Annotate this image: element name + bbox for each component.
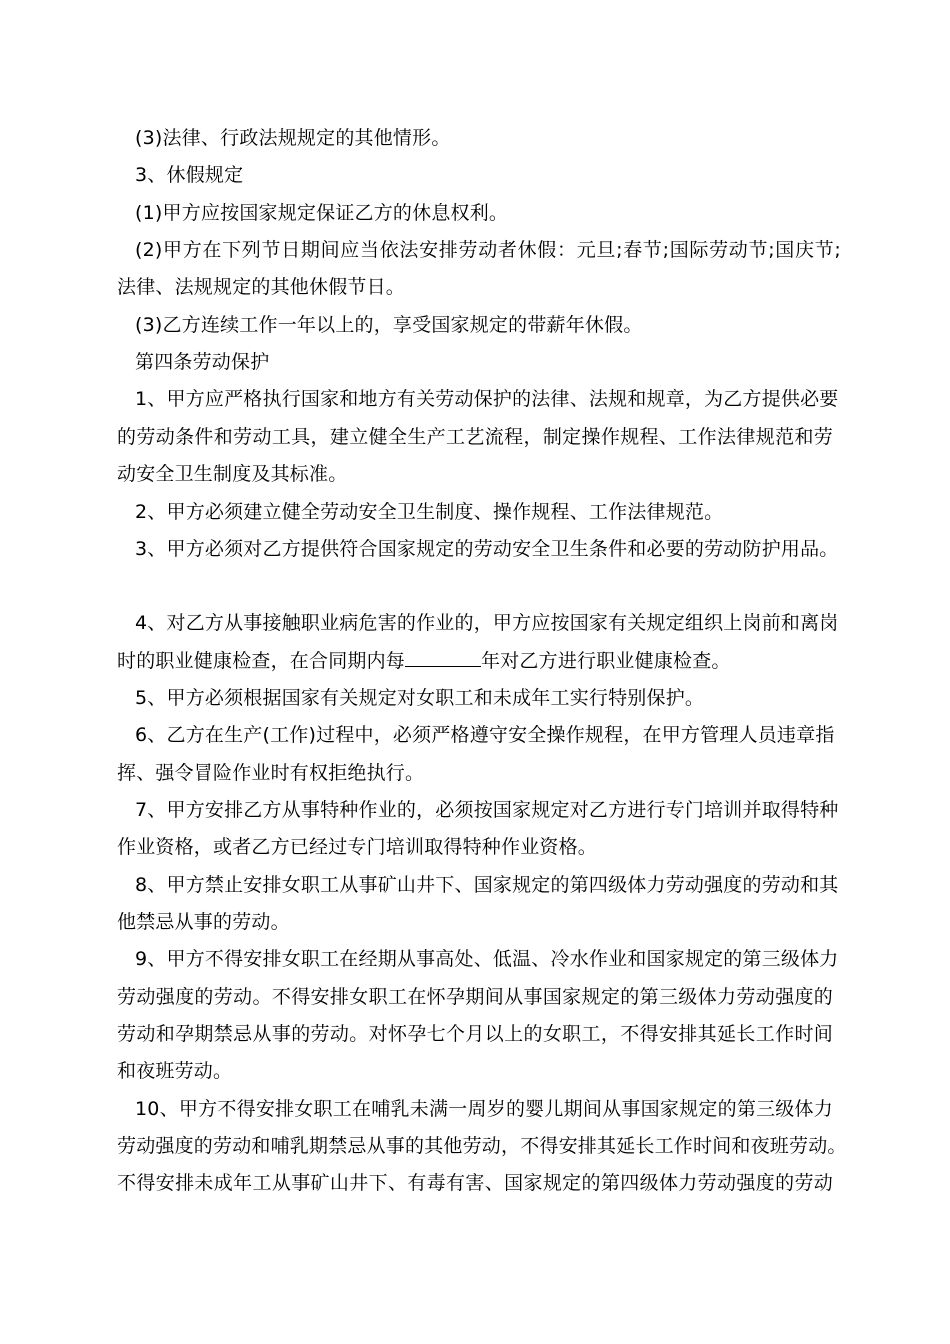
fill-in-blank xyxy=(405,648,481,667)
text-segment: 时的职业健康检查，在合同期内每 xyxy=(117,650,406,672)
paragraph-line: 他禁忌从事的劳动。 xyxy=(117,911,290,933)
paragraph-line: 10、甲方不得安排女职工在哺乳未满一周岁的婴儿期间从事国家规定的第三级体力 xyxy=(135,1098,833,1120)
section-heading: 3、休假规定 xyxy=(135,164,244,186)
paragraph-line: 挥、强令冒险作业时有权拒绝执行。 xyxy=(117,762,425,784)
paragraph-line: 7、甲方安排乙方从事特种作业的，必须按国家规定对乙方进行专门培训并取得特种 xyxy=(135,799,839,821)
article-heading: 第四条劳动保护 xyxy=(135,351,270,373)
paragraph-line: 法律、法规规定的其他休假节日。 xyxy=(117,276,406,298)
paragraph-line: 劳动强度的劳动。不得安排女职工在怀孕期间从事国家规定的第三级体力劳动强度的 xyxy=(117,986,833,1008)
paragraph-line: 动安全卫生制度及其标准。 xyxy=(117,463,348,485)
paragraph-line: 劳动强度的劳动和哺乳期禁忌从事的其他劳动，不得安排其延长工作时间和夜班劳动。 xyxy=(117,1135,847,1157)
paragraph-line: (3)法律、行政法规规定的其他情形。 xyxy=(135,127,451,149)
paragraph-line: 4、对乙方从事接触职业病危害的作业的，甲方应按国家有关规定组织上岗前和离岗 xyxy=(135,612,839,634)
paragraph-line: 劳动和孕期禁忌从事的劳动。对怀孕七个月以上的女职工，不得安排其延长工作时间 xyxy=(117,1023,833,1045)
paragraph-line: 8、甲方禁止安排女职工从事矿山井下、国家规定的第四级体力劳动强度的劳动和其 xyxy=(135,874,839,896)
paragraph-line: 6、乙方在生产(工作)过程中，必须严格遵守安全操作规程，在甲方管理人员违章指 xyxy=(135,724,835,746)
paragraph-line: (1)甲方应按国家规定保证乙方的休息权利。 xyxy=(135,202,509,224)
paragraph-line: 5、甲方必须根据国家有关规定对女职工和未成年工实行特别保护。 xyxy=(135,687,705,709)
paragraph-line: 作业资格，或者乙方已经过专门培训取得特种作业资格。 xyxy=(117,836,598,858)
paragraph-line xyxy=(117,648,841,674)
paragraph-line: 1、甲方应严格执行国家和地方有关劳动保护的法律、法规和规章，为乙方提供必要 xyxy=(135,388,839,410)
text-segment: 年对乙方进行职业健康检查。 xyxy=(481,650,731,672)
paragraph-line: 9、甲方不得安排女职工在经期从事高处、低温、冷水作业和国家规定的第三级体力 xyxy=(135,948,839,970)
paragraph-line: (2)甲方在下列节日期间应当依法安排劳动者休假：元旦;春节;国际劳动节;国庆节; xyxy=(135,239,841,261)
paragraph-line: 的劳动条件和劳动工具，建立健全生产工艺流程，制定操作规程、工作法律规范和劳 xyxy=(117,426,833,448)
paragraph-line: 不得安排未成年工从事矿山井下、有毒有害、国家规定的第四级体力劳动强度的劳动 xyxy=(117,1172,833,1194)
paragraph-line: 2、甲方必须建立健全劳动安全卫生制度、操作规程、工作法律规范。 xyxy=(135,501,724,523)
paragraph-line: (3)乙方连续工作一年以上的，享受国家规定的带薪年休假。 xyxy=(135,314,643,336)
paragraph-line: 和夜班劳动。 xyxy=(117,1060,233,1082)
paragraph-line: 3、甲方必须对乙方提供符合国家规定的劳动安全卫生条件和必要的劳动防护用品。 xyxy=(135,538,839,560)
